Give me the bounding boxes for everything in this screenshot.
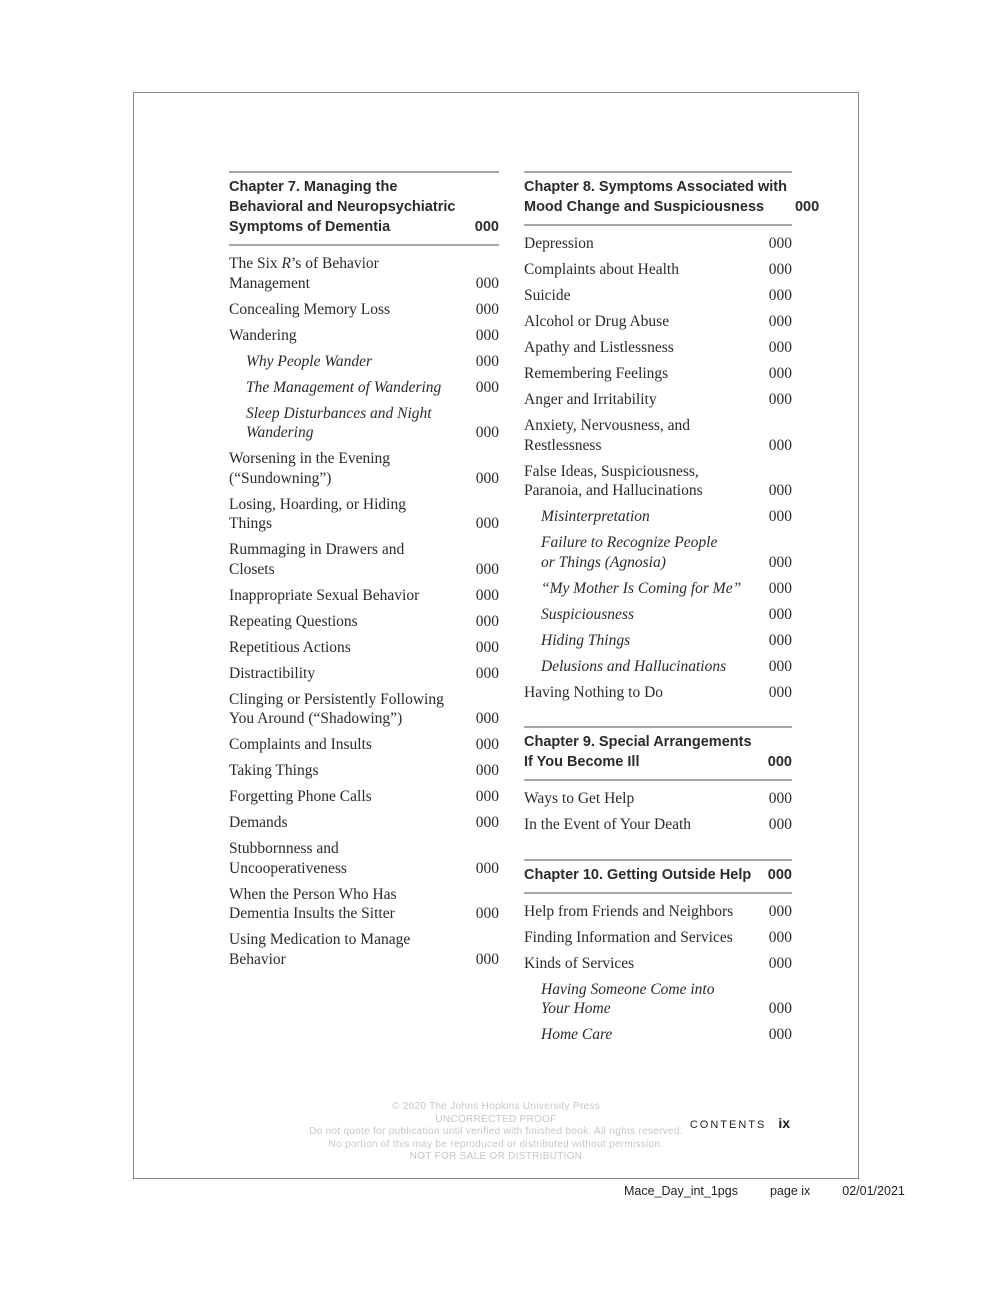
text-line: Anger and Irritability [524, 391, 657, 408]
text-line: “My Mother Is Coming for Me” [541, 579, 742, 597]
watermark-line: © 2020 The Johns Hopkins University Press [392, 1101, 600, 1112]
slug-date: 02/01/2021 [842, 1184, 905, 1198]
page-folio: ix [778, 1115, 790, 1131]
entry-title [524, 954, 634, 974]
toc-entry [524, 902, 792, 922]
entry-title [229, 586, 419, 606]
toc-entry [229, 352, 499, 372]
entry-page-number: 000 [475, 612, 499, 630]
chapter-section [524, 726, 792, 835]
text-line: Sleep Disturbances and Night [246, 404, 432, 422]
text-line: Clinging or Persistently Following [229, 690, 444, 708]
text-line: When the Person Who Has [229, 885, 397, 903]
text-line-segment: The Six [229, 255, 282, 272]
toc-entry [229, 787, 499, 807]
text-line: Chapter 7. Managing the [229, 179, 398, 195]
entry-page-number: 000 [475, 469, 499, 487]
entry-title [229, 326, 297, 346]
toc-entry [524, 260, 792, 280]
text-line: Chapter 10. Getting Outside Help [524, 866, 752, 883]
text-line: Paranoia, and Hallucinations [524, 482, 703, 499]
running-footer [690, 1115, 790, 1131]
text-line: Why People Wander [246, 352, 372, 370]
text-line: Ways to Get Help [524, 790, 635, 807]
toc-entry [524, 815, 792, 835]
text-line: You Around (“Shadowing”) [229, 710, 403, 727]
entry-title [229, 735, 372, 755]
text-line: Uncooperativeness [229, 859, 347, 877]
entry-page-number: 000 [768, 365, 792, 382]
text-line: (“Sundowning”) [229, 469, 332, 487]
entry-title [229, 300, 390, 320]
entry-page-number: 000 [475, 300, 499, 318]
entry-title [524, 533, 717, 572]
text-line-segment: R [281, 255, 291, 272]
book-page [133, 92, 859, 1179]
text-line: Apathy and Listlessness [524, 339, 674, 356]
entry-page-number: 000 [475, 378, 499, 396]
chapter-heading [524, 728, 792, 779]
entry-title [524, 462, 703, 501]
entry-title [524, 390, 657, 410]
entry-title [229, 254, 379, 293]
text-line: The Management of Wandering [246, 378, 442, 396]
toc-entry [524, 533, 792, 572]
entry-title [229, 638, 351, 658]
chapter-page-number: 000 [474, 219, 499, 235]
entry-page-number: 000 [768, 482, 792, 499]
toc-entry [524, 928, 792, 948]
text-line: Hiding Things [541, 631, 631, 649]
toc-entry [229, 300, 499, 320]
text-line: Restlessness [524, 436, 602, 454]
text-line: Having Someone Come into [541, 980, 715, 998]
text-line: Inappropriate Sexual Behavior [229, 586, 420, 604]
text-line: Finding Information and Services [524, 928, 733, 946]
toc-entry [229, 735, 499, 755]
text-line: Worsening in the Evening [229, 450, 391, 467]
entry-page-number: 000 [475, 814, 499, 831]
chapter-title [524, 732, 752, 772]
entry-page-number: 000 [475, 586, 499, 604]
text-line: Complaints and Insults [229, 736, 372, 753]
text-line: Concealing Memory Loss [229, 300, 391, 318]
text-line: Alcohol or Drug Abuse [524, 313, 670, 330]
chapter-section [229, 171, 499, 969]
text-line: Closets [229, 560, 275, 578]
entry-page-number: 000 [768, 816, 792, 833]
chapter-title [524, 177, 787, 217]
entry-page-number: 000 [768, 339, 792, 356]
chapter-title [524, 865, 751, 885]
entry-title [524, 631, 630, 651]
entry-page-number: 000 [768, 902, 792, 920]
chapter-heading [229, 173, 499, 244]
entry-list [524, 226, 792, 702]
entry-page-number: 000 [475, 664, 499, 682]
entry-page-number: 000 [475, 352, 499, 370]
text-line [229, 254, 379, 274]
entry-page-number: 000 [475, 950, 499, 968]
toc-entry [229, 404, 499, 443]
text-line: Delusions and Hallucinations [541, 657, 727, 675]
text-line: Taking Things [229, 762, 319, 779]
toc-entry [524, 789, 792, 809]
chapter-section [524, 859, 792, 1045]
toc-entry [524, 286, 792, 306]
toc-entry [229, 326, 499, 346]
text-line: Home Care [541, 1026, 613, 1043]
toc-entry [524, 683, 792, 703]
chapter-page-number: 000 [794, 199, 820, 215]
entry-title [524, 789, 634, 809]
entry-title [229, 540, 404, 579]
toc-entry [524, 631, 792, 651]
entry-page-number: 000 [475, 710, 499, 727]
text-line: Help from Friends and Neighbors [524, 902, 734, 920]
text-line: Symptoms of Dementia [229, 219, 391, 235]
entry-page-number: 000 [475, 736, 499, 753]
toc-entry [229, 930, 499, 969]
watermark-line: Do not quote for publication until verified with finished book. All rights reserved. [309, 1126, 683, 1137]
entry-title [524, 338, 674, 358]
entry-title [229, 761, 318, 781]
entry-title [229, 839, 347, 878]
toc-entry [229, 839, 499, 878]
text-line: Repetitious Actions [229, 638, 351, 656]
toc-entry [229, 690, 499, 729]
toc-column-left [229, 171, 499, 976]
entry-title [524, 902, 733, 922]
toc-entry [524, 416, 792, 455]
proof-watermark [134, 1101, 858, 1164]
entry-page-number: 000 [768, 391, 792, 408]
toc-entry [229, 612, 499, 632]
text-line: Remembering Feelings [524, 365, 669, 382]
entry-page-number: 000 [768, 579, 792, 597]
entry-page-number: 000 [475, 274, 499, 292]
toc-entry [229, 254, 499, 293]
text-line: Wandering [246, 424, 314, 441]
entry-title [229, 352, 372, 372]
slug-page-label: page ix [769, 1184, 811, 1198]
toc-entry [524, 579, 792, 599]
text-line: Distractibility [229, 664, 316, 682]
toc-entry [229, 378, 499, 398]
watermark-line: UNCORRECTED PROOF [435, 1113, 557, 1125]
entry-title [524, 683, 663, 703]
entry-title [229, 378, 441, 398]
text-line: Suspiciousness [541, 605, 634, 623]
entry-list [524, 781, 792, 835]
entry-title [524, 605, 634, 625]
toc-entry [229, 495, 499, 534]
text-line: If You Become Ill [524, 754, 640, 770]
text-line: Stubbornness and [229, 840, 339, 857]
entry-page-number: 000 [768, 605, 792, 623]
entry-page-number: 000 [475, 638, 499, 656]
entry-page-number: 000 [768, 657, 792, 675]
entry-page-number: 000 [768, 683, 792, 701]
slug-line [624, 1184, 905, 1198]
toc-entry [524, 980, 792, 1019]
entry-page-number: 000 [768, 553, 792, 571]
toc-entry [229, 449, 499, 488]
entry-title [524, 286, 571, 306]
text-line: Having Nothing to Do [524, 683, 664, 701]
text-line: Suicide [524, 287, 571, 304]
entry-title [524, 507, 650, 527]
entry-page-number: 000 [768, 631, 792, 649]
entry-list [229, 246, 499, 969]
entry-page-number: 000 [768, 928, 792, 946]
text-line: Chapter 9. Special Arrangements [524, 734, 752, 750]
text-line: Rummaging in Drawers and [229, 541, 405, 558]
entry-page-number: 000 [475, 515, 499, 532]
entry-page-number: 000 [768, 287, 792, 304]
entry-page-number: 000 [475, 326, 499, 344]
toc-entry [229, 638, 499, 658]
toc-entry [524, 954, 792, 974]
chapter-page-number: 000 [767, 866, 792, 883]
entry-title [229, 690, 444, 729]
entry-page-number: 000 [475, 424, 499, 441]
entry-title [229, 813, 288, 833]
text-line: False Ideas, Suspiciousness, [524, 462, 699, 480]
entry-title [229, 404, 432, 443]
entry-title [524, 657, 726, 677]
entry-page-number: 000 [768, 1026, 792, 1043]
toc-entry [229, 586, 499, 606]
text-line: Failure to Recognize People [541, 534, 718, 551]
watermark-line: NOT FOR SALE OR DISTRIBUTION [409, 1151, 583, 1162]
entry-page-number: 000 [768, 1000, 792, 1017]
text-line: Demands [229, 814, 288, 831]
text-line: Mood Change and Suspiciousness [524, 199, 765, 215]
text-line: In the Event of Your Death [524, 816, 692, 833]
entry-page-number: 000 [475, 905, 499, 922]
entry-page-number: 000 [768, 313, 792, 330]
toc-column-right [524, 171, 820, 1051]
chapter-title [229, 177, 455, 237]
text-line: Repeating Questions [229, 612, 358, 630]
chapter-heading [524, 861, 792, 892]
entry-page-number: 000 [768, 790, 792, 807]
entry-title [229, 930, 410, 969]
text-line: Forgetting Phone Calls [229, 788, 372, 805]
text-line: or Things (Agnosia) [541, 553, 666, 571]
text-line: Chapter 8. Symptoms Associated with [524, 179, 787, 195]
entry-title [524, 312, 669, 332]
toc-entry [524, 657, 792, 677]
watermark-line: No portion of this may be reproduced or distributed without permission. [328, 1138, 664, 1150]
entry-title [229, 449, 390, 488]
toc-entry [524, 364, 792, 384]
text-line: Anxiety, Nervousness, and [524, 417, 691, 434]
entry-title [524, 815, 691, 835]
entry-title [524, 928, 733, 948]
toc-entry [229, 664, 499, 684]
text-line: Misinterpretation [541, 508, 650, 525]
toc-entry [524, 1025, 792, 1045]
entry-title [229, 612, 358, 632]
entry-title [524, 980, 714, 1019]
entry-page-number: 000 [475, 859, 499, 877]
entry-title [229, 885, 397, 924]
text-line: Behavioral and Neuropsychiatric [229, 199, 456, 215]
text-line: Behavior [229, 950, 286, 968]
text-line: Dementia Insults the Sitter [229, 905, 395, 922]
entry-title [229, 787, 372, 807]
text-line-segment: ’s of Behavior [291, 255, 379, 272]
entry-title [524, 1025, 612, 1045]
toc-entry [229, 885, 499, 924]
entry-title [524, 416, 690, 455]
entry-page-number: 000 [475, 762, 499, 779]
text-line: Complaints about Health [524, 261, 679, 278]
entry-page-number: 000 [475, 560, 499, 578]
entry-page-number: 000 [768, 261, 792, 278]
toc-entry [524, 234, 792, 254]
entry-page-number: 000 [768, 508, 792, 525]
toc-entry [229, 761, 499, 781]
entry-title [229, 495, 406, 534]
entry-page-number: 000 [475, 788, 499, 805]
toc-entry [229, 813, 499, 833]
entry-page-number: 000 [768, 436, 792, 454]
text-line: Wandering [229, 326, 297, 344]
toc-entry [524, 462, 792, 501]
entry-title [524, 260, 679, 280]
entry-page-number: 000 [768, 235, 792, 252]
slug-filename: Mace_Day_int_1pgs [624, 1184, 738, 1198]
text-line: Things [229, 515, 273, 532]
toc-entry [524, 605, 792, 625]
text-line: Your Home [541, 1000, 611, 1017]
entry-title [524, 234, 594, 254]
toc-entry [524, 338, 792, 358]
text-line: Management [229, 274, 310, 292]
chapter-heading [524, 173, 820, 224]
entry-title [524, 364, 668, 384]
toc-entry [524, 312, 792, 332]
toc-entry [524, 390, 792, 410]
chapter-page-number: 000 [767, 754, 792, 770]
text-line: Kinds of Services [524, 954, 635, 972]
entry-title [229, 664, 315, 684]
entry-list [524, 894, 792, 1045]
toc-entry [229, 540, 499, 579]
entry-title [524, 579, 741, 599]
text-line: Depression [524, 235, 594, 252]
contents-label: CONTENTS [689, 1119, 767, 1131]
text-line: Losing, Hoarding, or Hiding [229, 495, 406, 513]
chapter-section [524, 171, 820, 702]
text-line: Using Medication to Manage [229, 931, 411, 948]
entry-page-number: 000 [768, 954, 792, 972]
toc-entry [524, 507, 792, 527]
